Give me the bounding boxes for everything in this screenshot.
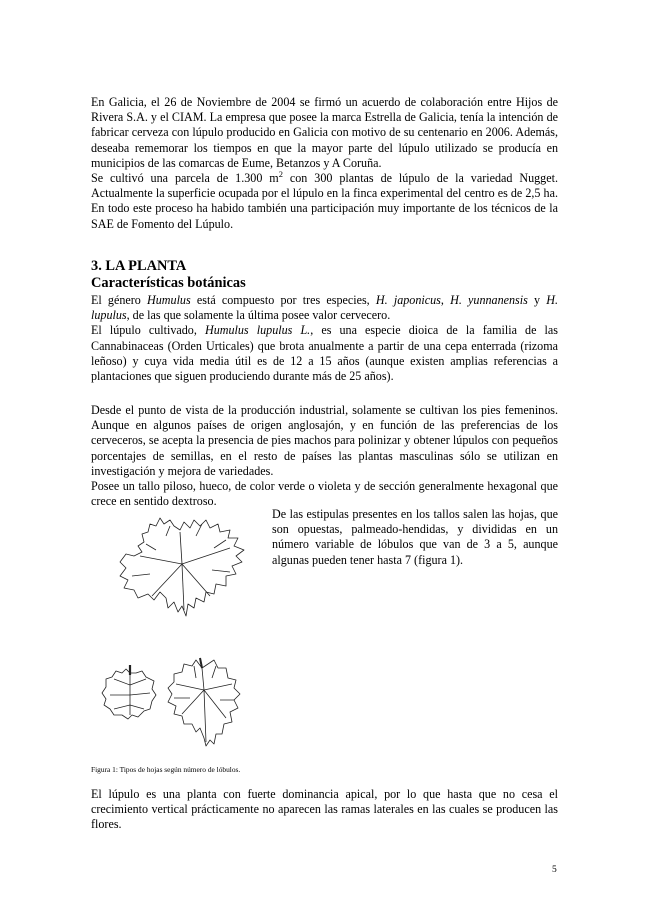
leaf-simple-icon bbox=[100, 663, 160, 721]
intro-text: Se cultivó una parcela de 1.300 m bbox=[91, 171, 279, 186]
intro-text: con 300 plantas de lúpulo de la variedad Nugget. Actualmente la superficie ocupada por el lúpulo en la finca experimental del centro es de 2,5 ha. En todo este proceso ha habido también una participación muy importante de los técnicos de la SAE de Fomento del Lúpulo. bbox=[91, 171, 558, 231]
leaf-3-lobes-icon bbox=[164, 654, 242, 752]
production-section bbox=[91, 403, 558, 509]
intro-section bbox=[91, 95, 558, 232]
text: , de las que solamente la última posee valor cervecero. bbox=[126, 308, 391, 323]
leaf-5-lobes-icon bbox=[112, 512, 252, 622]
stem-paragraph: Posee un tallo piloso, hueco, de color verde o violeta y de sección generalmente hexagonal que crece en sentido dextroso. bbox=[91, 479, 558, 509]
production-paragraph: Desde el punto de vista de la producción industrial, solamente se cultivan los pies femeninos. Aunque en algunos países de origen anglosajón, y en función de las preferencias de los cerveceros, se acepta la presencia de pies machos para polinizar y obtener lúpulos con pequeños porcentajes de semillas, en el resto de países las plantas masculinas sólo se utilizan en investigación y mejora de variedades. bbox=[91, 403, 558, 478]
subsection-title: Características botánicas bbox=[91, 275, 246, 291]
superscript: 2 bbox=[278, 168, 283, 179]
text: y bbox=[527, 293, 547, 307]
final-paragraph: El lúpulo es una planta con fuerte dominancia apical, por lo que hasta que no cesa el crecimiento vertical prácticamente no aparecen las ramas laterales en las cuales se producen las flores. bbox=[91, 787, 558, 832]
text: El género bbox=[91, 293, 148, 307]
text: , bbox=[440, 293, 451, 307]
intro-paragraph-2 bbox=[91, 168, 558, 232]
species-paragraph bbox=[91, 323, 558, 384]
species-name: H. lupulus bbox=[91, 293, 559, 323]
text: El lúpulo cultivado, bbox=[91, 323, 205, 338]
botany-section bbox=[91, 293, 558, 384]
intro-paragraph-1: En Galicia, el 26 de Noviembre de 2004 se firmó un acuerdo de colaboración entre Hijos de Rivera S.A. y el CIAM. La empresa que posee la marca Estrella de Galicia, tenía la intención de fabricar cerveza con lúpulo producido en Galicia con motivo de su centenario en 2006. Además, deseaba rememorar los tiempos en que la mayor parte del lúpulo utilizado se producía en municipios de las comarcas de Eume, Betanzos y A Coruña. bbox=[91, 95, 558, 170]
species-name: Humulus lupulus L. bbox=[204, 323, 311, 338]
section-title: 3. LA PLANTA bbox=[91, 258, 187, 274]
species-name: Humulus bbox=[147, 293, 191, 307]
genus-paragraph bbox=[91, 293, 558, 323]
text: está compuesto por tres especies, bbox=[190, 293, 376, 307]
text: , es una especie dioica de la familia de las Cannabinaceas (Orden Urticales) que brota anualmente a partir de una cepa enterrada (rizoma leñoso) y cuya vida media útil es de 12 a 15 años (aunque existen amplias referencias a plantaciones que siguen produciendo durante más de 25 años). bbox=[91, 323, 558, 384]
figure-caption: Figura 1: Tipos de hojas según número de lóbulos. bbox=[91, 765, 241, 774]
species-name: H. yunnanensis bbox=[450, 293, 528, 307]
species-name: H. japonicus bbox=[375, 293, 441, 307]
page-number: 5 bbox=[552, 865, 557, 875]
leaves-paragraph: De las estipulas presentes en los tallos salen las hojas, que son opuestas, palmeado-hendidas, y divididas en un número variable de lóbulos que van de 3 a 5, aunque algunas pueden tener hasta 7 (figura 1). bbox=[272, 507, 558, 567]
